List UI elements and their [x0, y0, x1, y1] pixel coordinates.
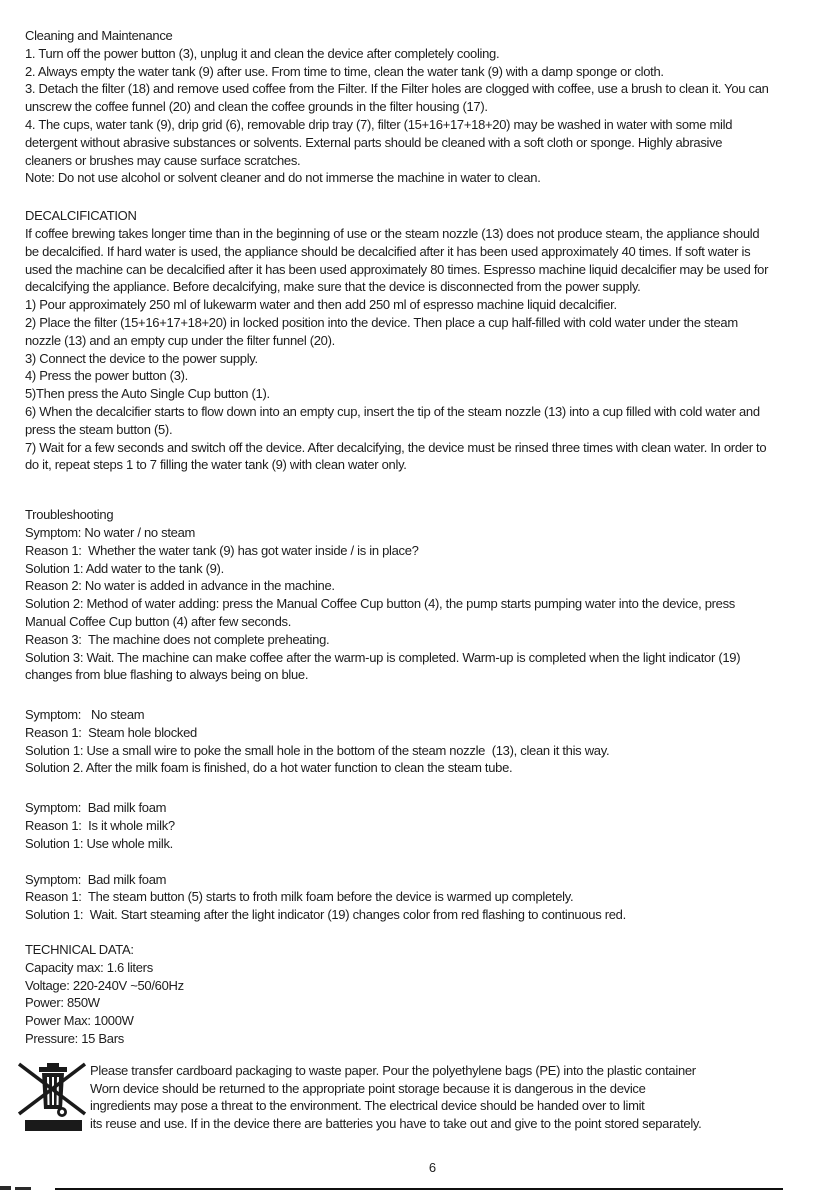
- text-line: 3) Connect the device to the power supply.: [25, 350, 258, 366]
- text-line: unscrew the coffee funnel (20) and clean the coffee grounds in the filter housing (17).: [25, 99, 488, 115]
- text-line: Solution 1: Wait. Start steaming after the light indicator (19) changes color from red flashing to continuous red.: [25, 907, 626, 923]
- text-line: Capacity max: 1.6 liters: [25, 959, 153, 975]
- text-line: 4. The cups, water tank (9), drip grid (6), removable drip tray (7), filter (15+16+17+18+20) may be washed in water with some mild: [25, 116, 733, 132]
- text-line: 2) Place the filter (15+16+17+18+20) in locked position into the device. Then place a cup half-filled with cold water under the steam: [25, 314, 738, 330]
- section-decalcification: [25, 207, 840, 474]
- text-line: 4) Press the power button (3).: [25, 368, 188, 384]
- section-symptom-bad-milk-foam-1: [25, 799, 840, 852]
- text-line: changes from blue flashing to always being on blue.: [25, 667, 309, 683]
- text-line: press the steam button (5).: [25, 421, 173, 437]
- text-line: Reason 1: Steam hole blocked: [25, 724, 197, 740]
- text-line: nozzle (13) and an empty cup under the filter funnel (20).: [25, 332, 335, 348]
- text-line: Reason 3: The machine does not complete preheating.: [25, 631, 330, 647]
- text-line: Solution 1: Add water to the tank (9).: [25, 560, 224, 576]
- scan-corner-artifact: [15, 1187, 31, 1190]
- text-line: its reuse and use. If in the device there are batteries you have to take out and give to the point stored separately.: [90, 1116, 702, 1132]
- text-line: used the machine can be decalcified after it has been used approximately 80 times. Espresso machine liquid decalcifier may be used for: [25, 261, 769, 277]
- text-line: TECHNICAL DATA:: [25, 942, 134, 958]
- section-technical-data: [25, 941, 840, 1048]
- section-symptom-bad-milk-foam-2: [25, 871, 840, 924]
- next-page-edge-artifact: [55, 1188, 783, 1190]
- text-line: do it, repeat steps 1 to 7 filling the water tank (9) with clean water only.: [25, 457, 407, 473]
- text-line: Reason 2: No water is added in advance in the machine.: [25, 578, 335, 594]
- text-line: Please transfer cardboard packaging to waste paper. Pour the polyethylene bags (PE) into the plastic container: [90, 1062, 696, 1078]
- text-line: decalcifying the appliance. Before decalcifying, make sure that the device is disconnected from the power supply.: [25, 279, 641, 295]
- recycling-notice-text: [90, 1062, 701, 1133]
- text-line: Note: Do not use alcohol or solvent cleaner and do not immerse the machine in water to clean.: [25, 170, 541, 186]
- scan-corner-artifact: [0, 1186, 11, 1190]
- text-line: Power Max: 1000W: [25, 1013, 134, 1029]
- text-line: 2. Always empty the water tank (9) after use. From time to time, clean the water tank (9) with a damp sponge or cloth.: [25, 63, 664, 79]
- section-troubleshooting: [25, 506, 840, 684]
- text-line: ingredients may pose a threat to the environment. The electrical device should be handed over to limit: [90, 1098, 645, 1114]
- text-line: Reason 1: Whether the water tank (9) has got water inside / is in place?: [25, 542, 419, 558]
- text-line: Reason 1: Is it whole milk?: [25, 818, 175, 834]
- weee-crossed-out-bin-icon: [18, 1062, 86, 1132]
- text-line: Symptom: No steam: [25, 707, 145, 723]
- text-line: Solution 2. After the milk foam is finished, do a hot water function to clean the steam tube.: [25, 760, 513, 776]
- recycling-notice: [18, 1062, 840, 1133]
- text-line: Solution 3: Wait. The machine can make coffee after the warm-up is completed. Warm-up is completed when the light indicator (19): [25, 649, 741, 665]
- text-line: 7) Wait for a few seconds and switch off the device. After decalcifying, the device must be rinsed three times with clean water. In order to: [25, 439, 767, 455]
- text-line: Troubleshooting: [25, 507, 114, 523]
- text-line: Symptom: No water / no steam: [25, 524, 196, 540]
- text-line: 6) When the decalcifier starts to flow down into an empty cup, insert the tip of the steam nozzle (13) into a cup filled with cold water and: [25, 403, 760, 419]
- text-line: Reason 1: The steam button (5) starts to froth milk foam before the device is warmed up completely.: [25, 889, 574, 905]
- text-line: be decalcified. If hard water is used, the appliance should be decalcified after it has been used approximately 40 times. If soft water is: [25, 243, 751, 259]
- text-line: Pressure: 15 Bars: [25, 1031, 124, 1047]
- text-line: 3. Detach the filter (18) and remove used coffee from the Filter. If the Filter holes are clogged with coffee, use a brush to clean it. You can: [25, 81, 769, 97]
- section-symptom-no-steam: [25, 706, 840, 777]
- text-line: Solution 2: Method of water adding: press the Manual Coffee Cup button (4), the pump starts pumping water into the device, press: [25, 596, 736, 612]
- text-line: Voltage: 220-240V ~50/60Hz: [25, 977, 184, 993]
- page-number: 6: [428, 1160, 437, 1176]
- text-line: Manual Coffee Cup button (4) after few seconds.: [25, 613, 292, 629]
- text-line: Symptom: Bad milk foam: [25, 800, 167, 816]
- text-line: cleaners or brushes may cause surface scratches.: [25, 152, 301, 168]
- text-line: Cleaning and Maintenance: [25, 28, 173, 43]
- text-line: 1. Turn off the power button (3), unplug it and clean the device after completely cooling.: [25, 45, 500, 61]
- text-line: Symptom: Bad milk foam: [25, 871, 167, 887]
- text-line: Power: 850W: [25, 995, 100, 1011]
- section-cleaning-and-maintenance: [25, 27, 840, 187]
- text-line: Solution 1: Use whole milk.: [25, 835, 173, 851]
- text-line: 1) Pour approximately 250 ml of lukewarm water and then add 250 ml of espresso machine liquid decalcifier.: [25, 297, 617, 313]
- text-line: Worn device should be returned to the appropriate point storage because it is dangerous in the device: [90, 1080, 646, 1096]
- text-line: detergent without abrasive substances or solvents. External parts should be cleaned with a soft cloth or sponge. Highly abrasive: [25, 134, 723, 150]
- text-line: Solution 1: Use a small wire to poke the small hole in the bottom of the steam nozzle (13), clean it this way.: [25, 742, 610, 758]
- text-line: DECALCIFICATION: [25, 208, 137, 224]
- text-line: 5)Then press the Auto Single Cup button (1).: [25, 386, 270, 402]
- text-line: If coffee brewing takes longer time than in the beginning of use or the steam nozzle (13) does not produce steam, the appliance should: [25, 225, 760, 241]
